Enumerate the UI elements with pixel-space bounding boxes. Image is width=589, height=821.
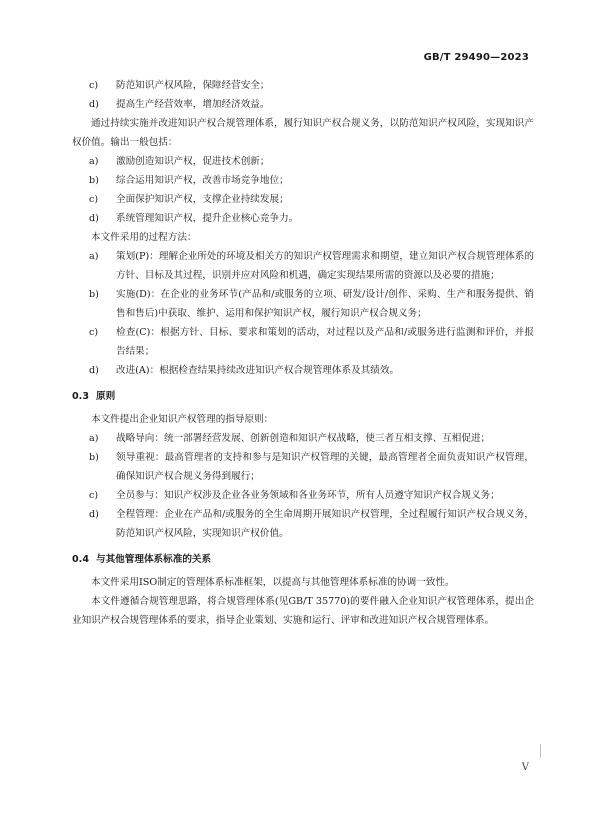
list-text: 全员参与：知识产权涉及企业各业务领域和各业务环节，所有人员遵守知识产权合规义务； <box>116 490 500 501</box>
list-text: 实施(D)：在企业的业务环节(产品和/或服务的立项、研发/设计/创作、采购、生产和服务提供、销售和售后)中获取、维护、运用和保护知识产权，履行知识产权合规义务； <box>116 289 534 319</box>
list-text: 综合运用知识产权，改善市场竞争地位； <box>116 175 289 186</box>
document-body <box>72 76 534 630</box>
margin-mark <box>540 744 541 758</box>
paragraph: 本文件采用的过程方法： <box>91 232 197 243</box>
section-number: 0.3 <box>72 391 89 402</box>
list-text: 激励创造知识产权，促进技术创新； <box>116 156 270 167</box>
list-marker: a) <box>89 156 99 167</box>
section-title: 原则 <box>96 391 116 402</box>
list-text: 策划(P)：理解企业所处的环境及相关方的知识产权管理需求和期望，建立知识产权合规管理体系的方针、目标及其过程，识别并应对风险和机遇，确定实现结果所需的资源以及必要的措施； <box>116 251 534 281</box>
section-number: 0.4 <box>72 554 89 565</box>
section-title: 与其他管理体系标准的关系 <box>96 554 212 565</box>
list-marker: c) <box>89 327 99 338</box>
list-item <box>72 486 534 505</box>
list-item <box>72 361 534 380</box>
list-marker: b) <box>89 289 99 300</box>
page-number: V <box>521 762 529 773</box>
list-text: 全面保护知识产权，支撑企业持续发展； <box>116 194 289 205</box>
paragraph: 本文件遵循合规管理思路，将合规管理体系(见GB/T 35770)的要件融入企业知识产权管理体系，提出企业知识产权合规管理体系的要求，指导企业策划、实施和运行、评审和改进知识产权合规管理体系。 <box>72 596 534 626</box>
list-item <box>72 429 534 448</box>
list-marker: c) <box>89 80 99 91</box>
list-text: 提高生产经营效率，增加经济效益。 <box>116 99 270 110</box>
list-marker: c) <box>89 194 99 205</box>
list-item <box>72 190 534 209</box>
list-item <box>72 323 534 361</box>
list-marker: a) <box>89 251 99 262</box>
list-text: 检查(C)：根据方针、目标、要求和策划的活动，对过程以及产品和/或服务进行监测和评价，并报告结果； <box>116 327 534 357</box>
standard-code: GB/T 29490—2023 <box>423 52 529 63</box>
paragraph: 通过持续实施并改进知识产权合规管理体系，履行知识产权合规义务，以防范知识产权风险，实现知识产权价值。输出一般包括： <box>72 118 534 148</box>
list-text: 防范知识产权风险，保障经营安全； <box>116 80 270 91</box>
list-text: 全程管理：企业在产品和/或服务的全生命周期开展知识产权管理，全过程履行知识产权合规义务，防范知识产权风险，实现知识产权价值。 <box>116 509 534 539</box>
list-item <box>72 171 534 190</box>
list-item <box>72 152 534 171</box>
list-marker: b) <box>89 452 99 463</box>
section-heading <box>72 550 534 569</box>
list-marker: a) <box>89 433 99 444</box>
list-item <box>72 285 534 323</box>
paragraph: 本文件采用ISO制定的管理体系标准框架，以提高与其他管理体系标准的协调一致性。 <box>91 577 455 588</box>
list-text: 改进(A)：根据检查结果持续改进知识产权合规管理体系及其绩效。 <box>116 365 400 376</box>
section-heading <box>72 387 534 406</box>
list-marker: c) <box>89 490 99 501</box>
list-item <box>72 95 534 114</box>
list-marker: b) <box>89 175 99 186</box>
list-marker: d) <box>89 509 99 520</box>
list-text: 战略导向：统一部署经营发展、创新创造和知识产权战略，使三者互相支撑、互相促进； <box>116 433 491 444</box>
list-text: 系统管理知识产权，提升企业核心竞争力。 <box>116 213 299 224</box>
list-item <box>72 76 534 95</box>
list-item <box>72 448 534 486</box>
list-marker: d) <box>89 365 99 376</box>
list-text: 领导重视：最高管理者的支持和参与是知识产权管理的关键，最高管理者全面负责知识产权管理，确保知识产权合规义务得到履行； <box>116 452 534 482</box>
list-marker: d) <box>89 99 99 110</box>
list-item <box>72 209 534 228</box>
list-item <box>72 505 534 543</box>
list-item <box>72 247 534 285</box>
paragraph: 本文件提出企业知识产权管理的指导原则： <box>91 414 274 425</box>
list-marker: d) <box>89 213 99 224</box>
